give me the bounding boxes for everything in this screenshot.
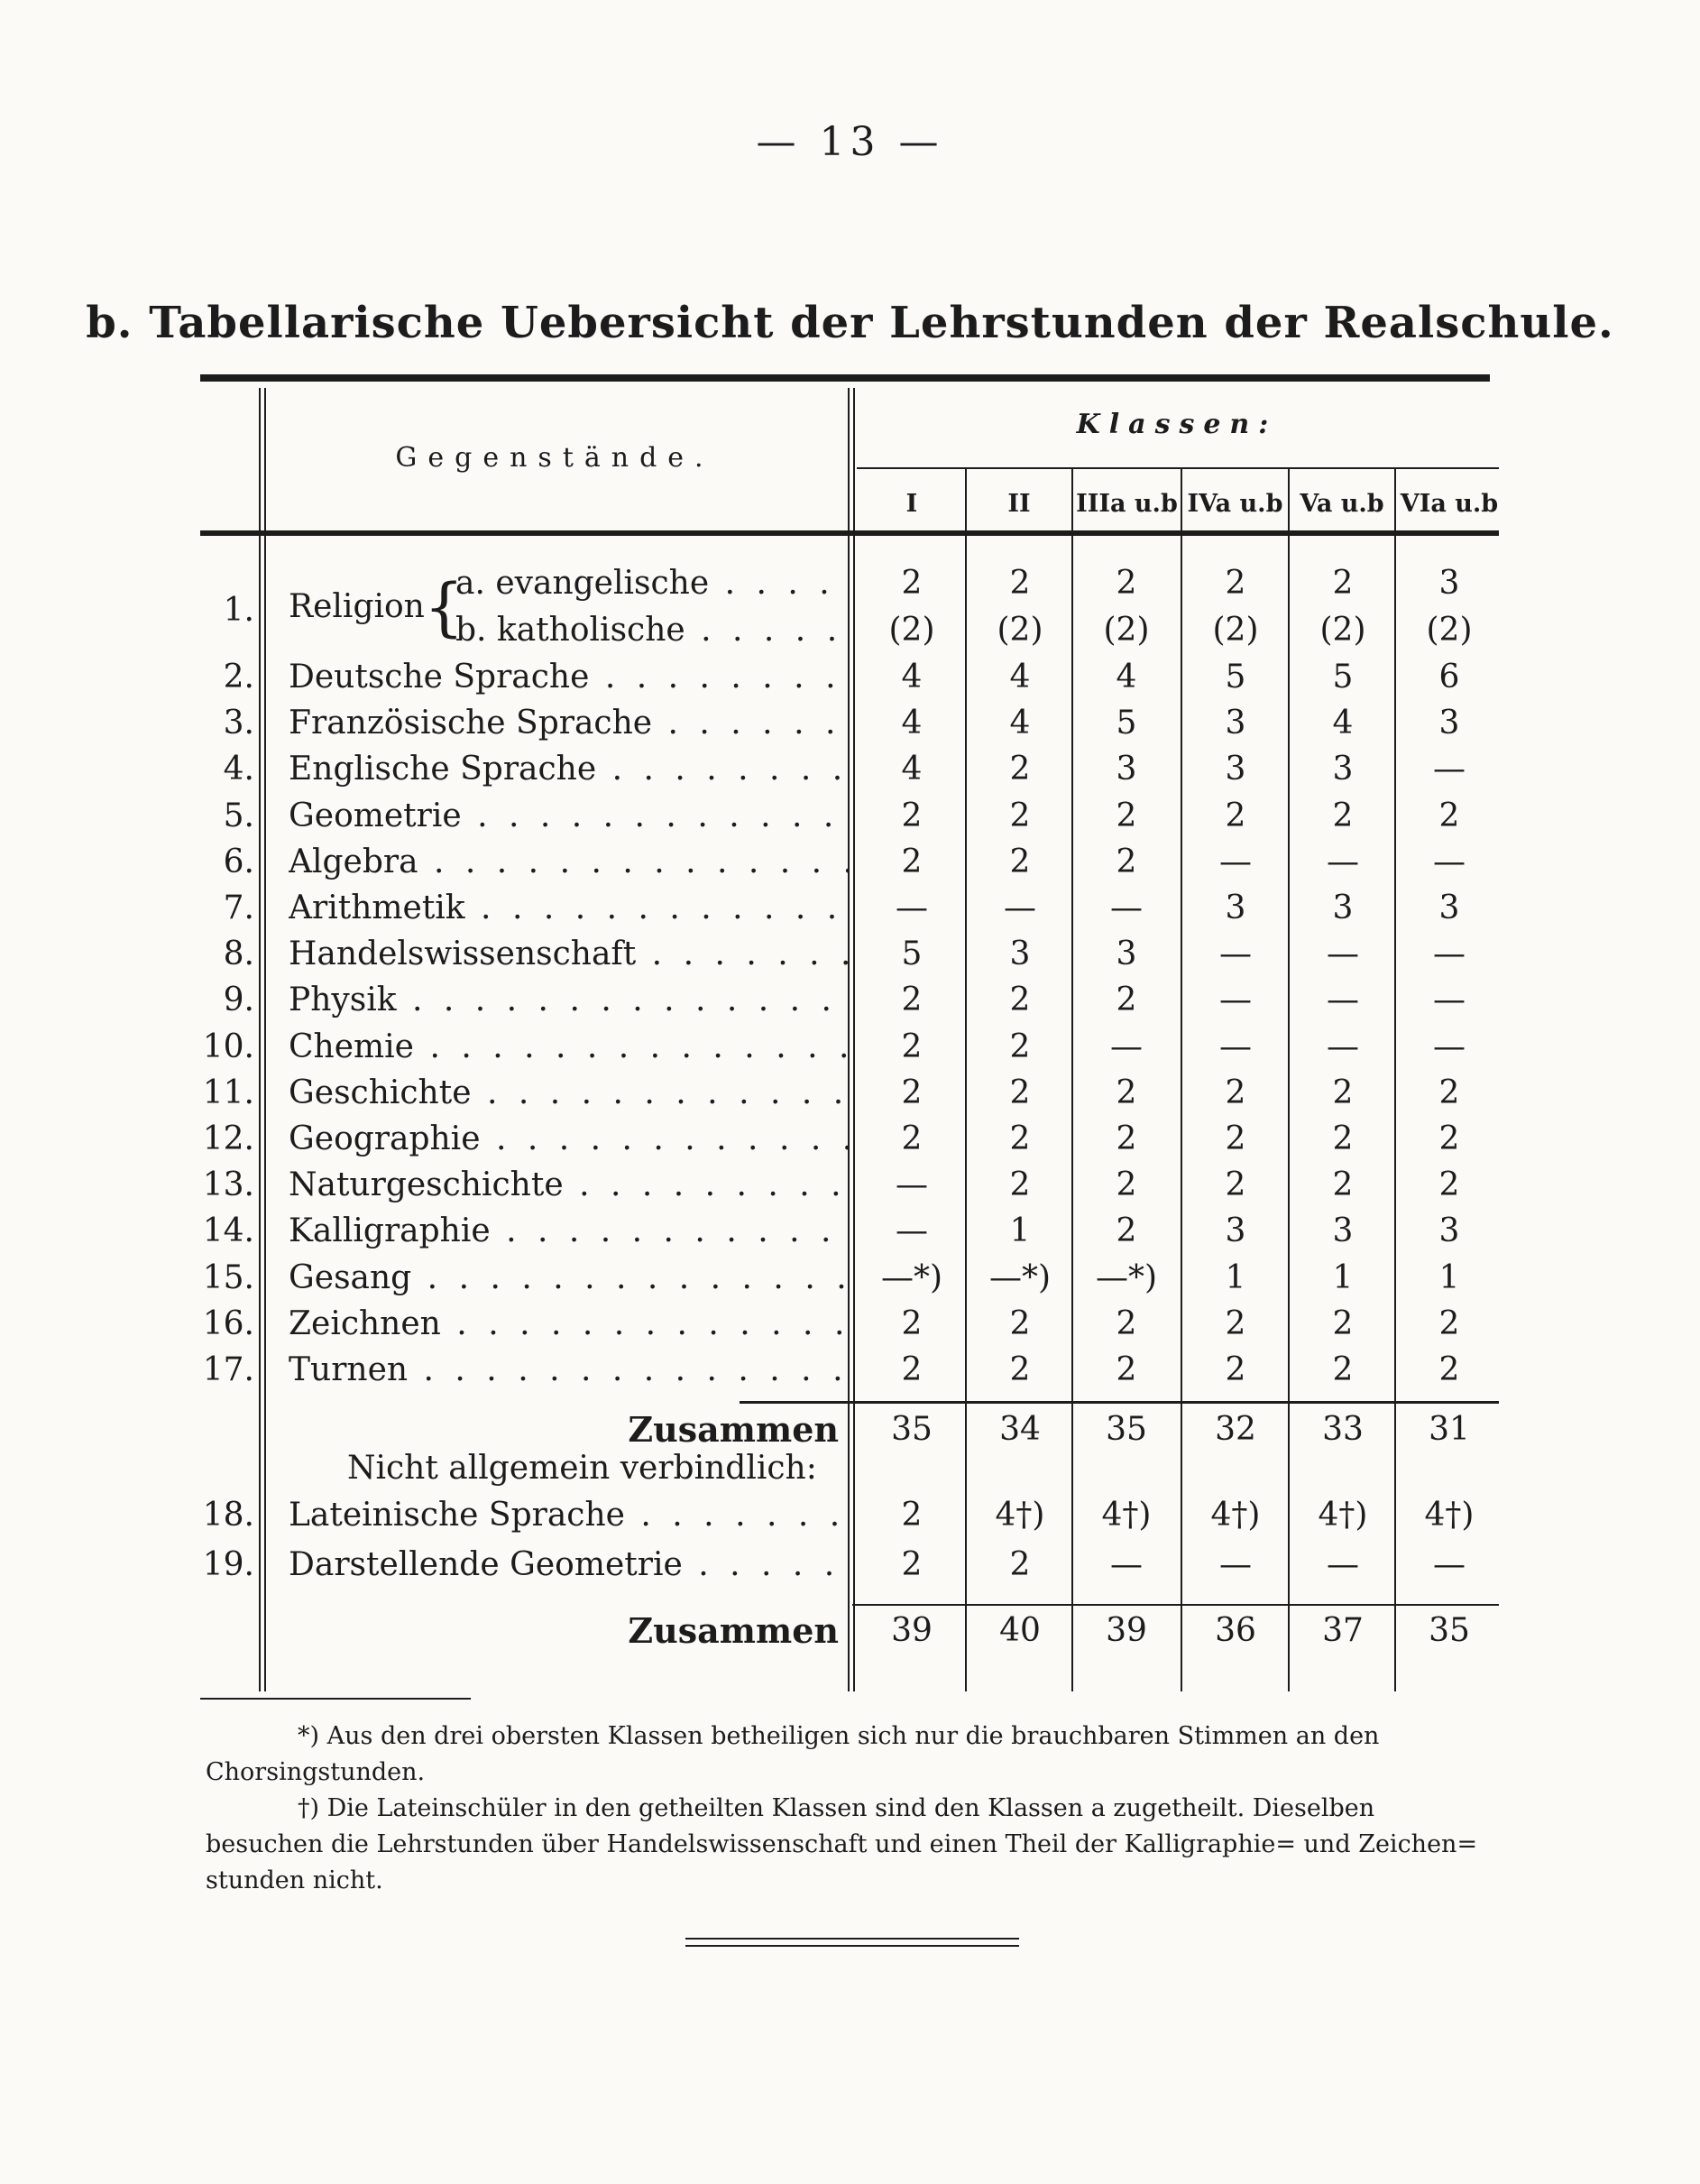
subject-name: Geometrie . . . — [289, 794, 848, 839]
hours-cell: — — [1433, 1546, 1466, 1583]
hours-cell: 2 — [1009, 1166, 1031, 1204]
hours-cell: — — [1219, 935, 1252, 973]
cell: 3 — [1438, 565, 1460, 602]
hours-cell: — — [1327, 981, 1359, 1019]
column-header-6: VIa u.b — [1400, 490, 1499, 518]
religion-label: Religion — [289, 588, 425, 625]
table-row — [0, 1025, 1700, 1070]
hours-cell: 5 — [901, 935, 923, 973]
header-bottom-rule — [200, 530, 1499, 536]
hours-cell: —*) — [988, 1258, 1052, 1296]
hours-cell: 2 — [901, 1120, 923, 1157]
hours-cell: 2 — [1332, 797, 1354, 834]
subject-name: Französische Sprache . . . — [289, 701, 848, 746]
subject-name: Algebra . . . — [289, 840, 848, 885]
hours-cell: 2 — [1225, 1304, 1246, 1342]
closing-rule-2 — [685, 1945, 1019, 1947]
hours-cell: 2 — [1116, 1166, 1137, 1204]
row-number: 7. — [223, 889, 254, 926]
hours-cell: 4 — [1116, 659, 1137, 696]
cell: (2) — [888, 612, 935, 649]
cell: (2) — [1319, 612, 1366, 649]
hours-cell: — — [1433, 1027, 1466, 1065]
hours-cell: 2 — [1438, 1351, 1460, 1388]
hours-cell: 2 — [1225, 797, 1246, 834]
table-row — [0, 1209, 1700, 1254]
hours-cell: 2 — [901, 1074, 923, 1111]
hours-cell: 2 — [901, 843, 923, 880]
row-number: 19. — [202, 1546, 254, 1583]
hours-cell: 2 — [1225, 1074, 1246, 1111]
row-number: 15. — [202, 1258, 254, 1296]
row-number: 11. — [202, 1074, 254, 1111]
hours-cell: 2 — [901, 1497, 923, 1534]
subject-name: Englische Sprache . . . — [289, 747, 848, 792]
row-number: 13. — [202, 1166, 254, 1204]
table-row — [0, 701, 1700, 746]
hours-cell: — — [1433, 843, 1466, 880]
column-header-5: Va u.b — [1300, 490, 1384, 518]
column-header-2: II — [1007, 490, 1031, 518]
hours-cell: 2 — [1438, 1166, 1460, 1204]
hours-cell: 3 — [1225, 889, 1246, 926]
hours-cell: 2 — [1116, 1212, 1137, 1250]
table-row — [0, 932, 1700, 977]
hours-cell: 4 — [1009, 705, 1031, 742]
table-row — [0, 1117, 1700, 1162]
hours-cell: 2 — [1009, 751, 1031, 788]
hours-cell: 2 — [901, 1304, 923, 1342]
row-number: 2. — [223, 659, 254, 696]
hours-cell: 2 — [1116, 843, 1137, 880]
cell: (2) — [1212, 612, 1259, 649]
hours-cell: 2 — [1438, 1120, 1460, 1157]
total1-label: Zusammen — [628, 1409, 839, 1450]
cell: 2 — [1116, 565, 1137, 602]
hours-cell: 2 — [901, 1546, 923, 1583]
hours-cell: — — [1327, 1546, 1359, 1583]
table-row-religion-b — [0, 608, 1700, 653]
cell: (2) — [1103, 612, 1150, 649]
total2-label: Zusammen — [628, 1610, 839, 1651]
footnote-star-2: Chorsingstunden. — [206, 1758, 426, 1786]
subject-name: Geographie . . . — [289, 1117, 848, 1162]
hours-cell: 6 — [1438, 659, 1460, 696]
table-row — [0, 1543, 1700, 1588]
total2-cell: 40 — [999, 1612, 1041, 1649]
row-number: 1. — [223, 592, 254, 629]
hours-cell: 3 — [1332, 889, 1354, 926]
footnote-rule — [200, 1698, 471, 1700]
total1-cell: 34 — [999, 1411, 1041, 1448]
hours-cell: 2 — [1332, 1120, 1354, 1157]
cell: (2) — [1426, 612, 1473, 649]
hours-cell: 2 — [1332, 1166, 1354, 1204]
hours-cell: 5 — [1225, 659, 1246, 696]
hours-cell: 4 — [901, 751, 923, 788]
table-row — [0, 655, 1700, 700]
hours-cell: 4†) — [1424, 1497, 1475, 1534]
hours-cell: 2 — [1438, 1304, 1460, 1342]
hours-cell: 3 — [1438, 1212, 1460, 1250]
row-number: 18. — [202, 1497, 254, 1534]
table-row — [0, 886, 1700, 931]
table-row — [0, 1348, 1700, 1393]
hours-cell: 2 — [1116, 1074, 1137, 1111]
hours-cell: 2 — [1009, 843, 1031, 880]
table-row — [0, 1163, 1700, 1208]
hours-cell: 2 — [1438, 797, 1460, 834]
hours-cell: 2 — [1332, 1351, 1354, 1388]
hours-cell: 1 — [1225, 1258, 1246, 1296]
hours-cell: 3 — [1225, 751, 1246, 788]
hours-cell: — — [1327, 1027, 1359, 1065]
row-number: 14. — [202, 1212, 254, 1250]
hours-cell: 2 — [1225, 1120, 1246, 1157]
hours-cell: 4 — [1009, 659, 1031, 696]
total2-cell: 35 — [1429, 1612, 1470, 1649]
table-row-religion-a — [0, 561, 1700, 606]
closing-rule-1 — [685, 1938, 1019, 1940]
hours-cell: 3 — [1116, 751, 1137, 788]
table-row — [0, 794, 1700, 839]
table-row — [0, 1302, 1700, 1347]
hours-cell: 3 — [1116, 935, 1137, 973]
hours-cell: 2 — [1116, 1120, 1137, 1157]
table-row — [0, 1071, 1700, 1116]
table-row — [0, 840, 1700, 885]
hours-cell: 1 — [1009, 1212, 1031, 1250]
subject-name: Arithmetik . . . — [289, 886, 848, 931]
hours-cell: — — [1110, 1546, 1143, 1583]
header-subjects: Gegenstände. — [395, 442, 714, 474]
row-number: 16. — [202, 1304, 254, 1342]
total1-cell: 31 — [1429, 1411, 1470, 1448]
hours-cell: — — [1219, 1546, 1252, 1583]
hours-cell: 1 — [1332, 1258, 1354, 1296]
total2-cell: 37 — [1322, 1612, 1364, 1649]
hours-cell: 3 — [1332, 1212, 1354, 1250]
hours-cell: 2 — [901, 981, 923, 1019]
hours-cell: 3 — [1332, 751, 1354, 788]
hours-cell: 2 — [1332, 1304, 1354, 1342]
row-number: 5. — [223, 797, 254, 834]
hours-cell: — — [1219, 981, 1252, 1019]
row-number: 8. — [223, 935, 254, 973]
header-classes: Klassen: — [1076, 409, 1278, 440]
hours-cell: 3 — [1225, 1212, 1246, 1250]
hours-cell: — — [1219, 843, 1252, 880]
hours-cell: 2 — [1225, 1351, 1246, 1388]
hours-cell: 2 — [1116, 797, 1137, 834]
subject-name: Geschichte . . . — [289, 1071, 848, 1116]
hours-cell: 5 — [1332, 659, 1354, 696]
subject-name: Naturgeschichte . . . — [289, 1163, 848, 1208]
hours-cell: 4†) — [1210, 1497, 1261, 1534]
table-row — [0, 747, 1700, 792]
subject-name: Kalligraphie . . . — [289, 1209, 848, 1254]
hours-cell: 4 — [901, 659, 923, 696]
subject-name: Darstellende Geometrie . . . — [289, 1543, 848, 1588]
subject-name: Lateinische Sprache . . . — [289, 1493, 848, 1538]
total2-cell: 36 — [1215, 1612, 1256, 1649]
hours-cell: — — [1327, 935, 1359, 973]
page-title: b. Tabellarische Uebersicht der Lehrstunden der Realschule. — [86, 298, 1614, 348]
cell: 2 — [1332, 565, 1354, 602]
hours-cell: 4†) — [1318, 1497, 1368, 1534]
hours-cell: 4†) — [995, 1497, 1045, 1534]
subject-name: Deutsche Sprache . . . — [289, 655, 848, 700]
hours-cell: 2 — [1009, 1304, 1031, 1342]
religion-brace: { — [424, 570, 464, 644]
footnote-dagger-1: †) Die Lateinschüler in den getheilten Klassen sind den Klassen a zugetheilt. Dieselben — [298, 1794, 1375, 1822]
religion-sub-a: a. evangelische . . . — [455, 561, 848, 606]
cell: 2 — [901, 565, 923, 602]
table-row — [0, 978, 1700, 1023]
row-number: 10. — [202, 1027, 254, 1065]
religion-sub-b: b. katholische . . . — [455, 608, 848, 653]
hours-cell: — — [896, 889, 928, 926]
hours-cell: 2 — [1009, 981, 1031, 1019]
hours-cell: —*) — [880, 1258, 943, 1296]
hours-cell: 2 — [1116, 1304, 1137, 1342]
subject-name: Chemie . . . — [289, 1025, 848, 1070]
column-header-1: I — [905, 490, 918, 518]
subject-name: Physik . . . — [289, 978, 848, 1023]
subject-name: Handelswissenschaft . . . — [289, 932, 848, 977]
footnote-dagger-3: stunden nicht. — [206, 1866, 383, 1894]
total1-cell: 35 — [1106, 1411, 1147, 1448]
hours-cell: 2 — [901, 797, 923, 834]
hours-cell: 2 — [1332, 1074, 1354, 1111]
hours-cell: 4 — [901, 705, 923, 742]
table-top-rule — [200, 374, 1490, 382]
cell: (2) — [997, 612, 1043, 649]
hours-cell: 3 — [1009, 935, 1031, 973]
hours-cell: 4†) — [1101, 1497, 1152, 1534]
hours-cell: 2 — [1009, 1351, 1031, 1388]
column-header-4: IVa u.b — [1187, 490, 1283, 518]
optional-heading: Nicht allgemein verbindlich: — [347, 1450, 817, 1487]
total1-cell: 32 — [1215, 1411, 1256, 1448]
hours-cell: — — [1327, 843, 1359, 880]
row-number: 6. — [223, 843, 254, 880]
footnote-star-1: *) Aus den drei obersten Klassen betheiligen sich nur die brauchbaren Stimmen an den — [298, 1722, 1380, 1750]
hours-cell: — — [896, 1166, 928, 1204]
row-number: 12. — [202, 1120, 254, 1157]
hours-cell: — — [1219, 1027, 1252, 1065]
hours-cell: — — [1004, 889, 1036, 926]
hours-cell: 2 — [1009, 1546, 1031, 1583]
total1-cell: 33 — [1322, 1411, 1364, 1448]
hours-cell: 2 — [1009, 797, 1031, 834]
hours-cell: 4 — [1332, 705, 1354, 742]
hours-cell: — — [1433, 935, 1466, 973]
hours-cell: 2 — [1116, 1351, 1137, 1388]
table-row — [0, 1256, 1700, 1301]
subject-name: Zeichnen . . . — [289, 1302, 848, 1347]
total2-cell: 39 — [1106, 1612, 1147, 1649]
hours-cell: 2 — [1009, 1074, 1031, 1111]
hours-cell: 2 — [1438, 1074, 1460, 1111]
row-number: 4. — [223, 751, 254, 788]
column-header-3: IIIa u.b — [1076, 490, 1178, 518]
hours-cell: 3 — [1225, 705, 1246, 742]
row-number: 17. — [202, 1351, 254, 1388]
row-number: 9. — [223, 981, 254, 1019]
cell: 2 — [1009, 565, 1031, 602]
hours-cell: 3 — [1438, 889, 1460, 926]
hours-cell: 2 — [1009, 1027, 1031, 1065]
subject-name: Gesang . . . — [289, 1256, 848, 1301]
hours-cell: — — [1110, 889, 1143, 926]
hours-cell: 2 — [901, 1351, 923, 1388]
footnote-dagger-2: besuchen die Lehrstunden über Handelswissenschaft und einen Theil der Kalligraphie= und Zeichen= — [206, 1830, 1478, 1858]
hours-cell: — — [1110, 1027, 1143, 1065]
page-number: — 13 — — [756, 119, 944, 165]
hours-cell: 2 — [1225, 1166, 1246, 1204]
total2-cell: 39 — [891, 1612, 933, 1649]
hours-cell: 2 — [1116, 981, 1137, 1019]
hours-cell: 2 — [901, 1027, 923, 1065]
hours-cell: — — [1433, 981, 1466, 1019]
hours-cell: 1 — [1438, 1258, 1460, 1296]
table-row — [0, 1493, 1700, 1538]
total1-cell: 35 — [891, 1411, 933, 1448]
row-number: 3. — [223, 705, 254, 742]
subject-name: Turnen . . . — [289, 1348, 848, 1393]
hours-cell: —*) — [1095, 1258, 1158, 1296]
hours-cell: 2 — [1009, 1120, 1031, 1157]
hours-cell: 5 — [1116, 705, 1137, 742]
cell: 2 — [1225, 565, 1246, 602]
hours-cell: — — [896, 1212, 928, 1250]
header-subdivider — [857, 467, 1499, 469]
hours-cell: — — [1433, 751, 1466, 788]
hours-cell: 3 — [1438, 705, 1460, 742]
